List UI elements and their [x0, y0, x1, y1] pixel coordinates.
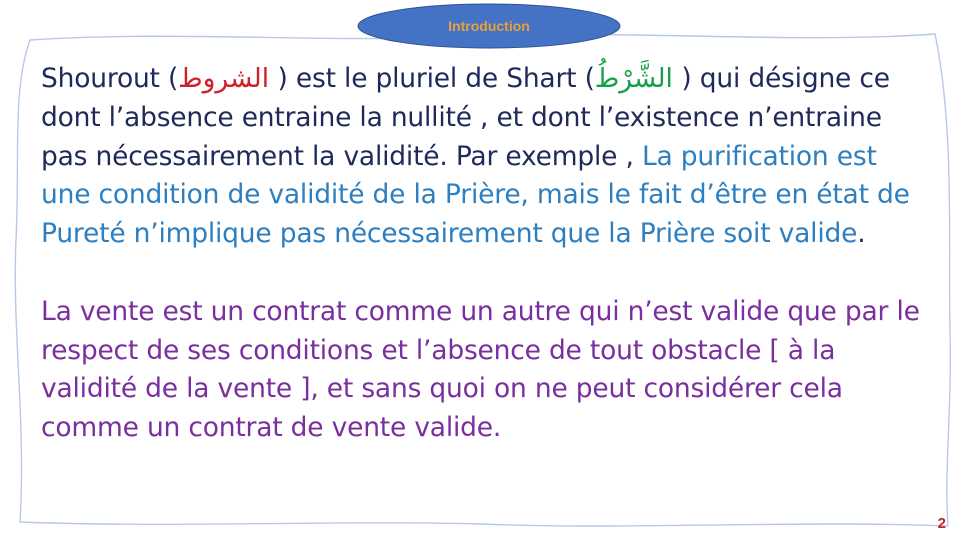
paragraph-spacer — [41, 254, 931, 293]
definition-text-3: ) qui désigne ce dont l’absence entraine la nullité , et dont l’existence n’entraine pas nécessairement la validité. Par exemple , — [41, 63, 890, 172]
sale-paragraph: La vente est un contrat comme un autre qui n’est valide que par le respect de ses conditions et l’absence de tout obstacle [ à la validité de la vente ], et sans quoi on ne peut considérer cela comme un contrat de vente valide. — [41, 295, 920, 444]
example-period: . — [857, 218, 866, 250]
body-text — [41, 60, 931, 448]
arabic-shart: الشَّرْطُ — [594, 63, 673, 94]
definition-text-2: ) est le pluriel de Shart ( — [269, 63, 595, 94]
example-text: La purification est une condition de validité de la Prière, mais le fait d’être en état de Pureté n’implique pas nécessairement que la Prière soit valide — [41, 140, 910, 250]
slide-title: Introduction — [448, 18, 530, 34]
page-number: 2 — [937, 515, 946, 532]
arabic-shourout: الشروط — [178, 63, 270, 94]
definition-text-1: Shourout ( — [41, 63, 179, 94]
definition-paragraph — [41, 60, 931, 254]
